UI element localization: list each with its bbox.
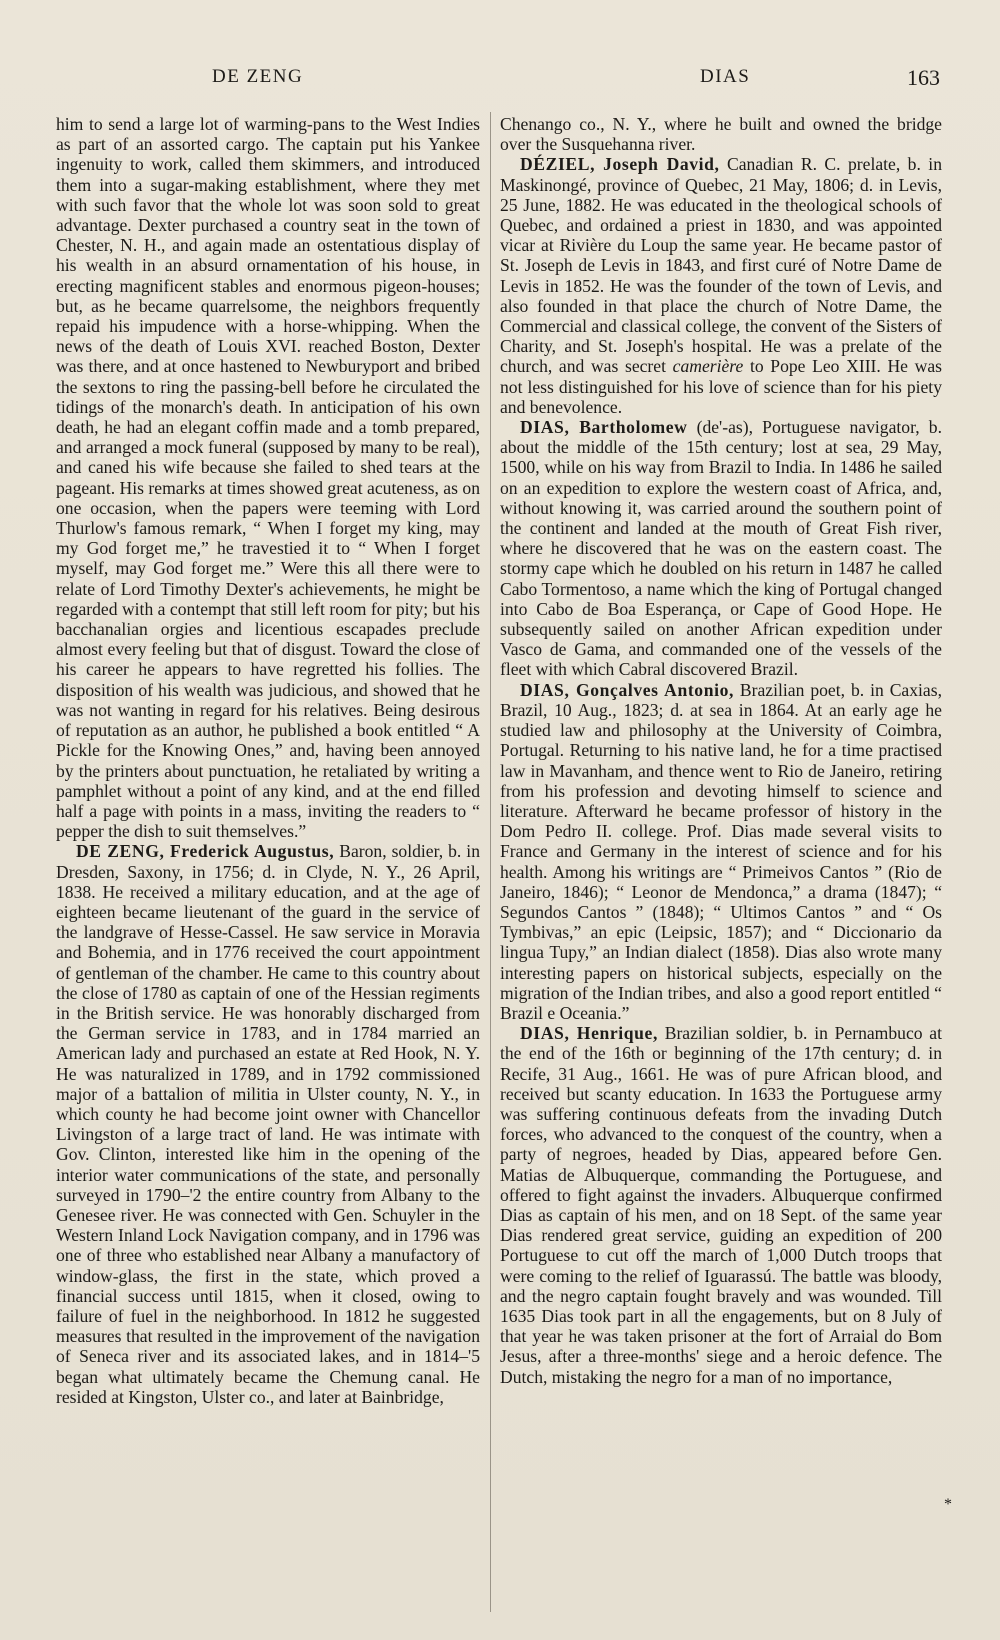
deziel-text-end: to Pope Leo XIII. He was not less distinguished for his love of science than for his piety and benevolence. bbox=[500, 356, 942, 417]
deziel-text: Canadian R. C. prelate, b. in Maskinongé, province of Quebec, 21 May, 1806; d. in Levis, 25 June, 1882. He was educated in the theological schools of Quebec, and ordained a priest in 1830, and was appointed vicar at Rivière du Loup the same year. He became pastor of St. Joseph de Levis in 1843, and first curé of Notre Dame de Levis in 1852. He was the founder of the town of Levis, and also founded in that place the church of Notre Dame, the Commercial and classical college, the convent of the Sisters of Charity, and St. Joseph's hospital. He was a prelate of the church, and was secret bbox=[500, 154, 942, 377]
running-head-right: DIAS bbox=[700, 66, 751, 87]
goncalves-dias-text: Brazilian poet, b. in Caxias, Brazil, 10 Aug., 1823; d. at sea in 1864. At an early age he studied law and philosophy at the University of Coimbra, Portugal. Returning to his native land, he for a time practised law in Mavanham, and thence went to Rio de Janeiro, retiring from his profession and devoting himself to science and literature. Afterward he became professor of history in the Dom Pedro II. college. Prof. Dias made several visits to France and Germany in the interest of science and for his health. Among his writings are “ Primeivos Cantos ” (Rio de Janeiro, 1846); “ Leonor de Mendonca,” a drama (1847); “ Segundos Cantos ” (1848); “ Ultimos Cantos ” and “ Os Tymbivas,” an epic (Leipsic, 1857); and “ Diccionario da lingua Tupy,” an Indian dialect (1858). Dias also wrote many interesting papers on historical subjects, especially on the migration of the Indian tribes, and also a good report entitled “ Brazil e Oceania.” bbox=[500, 679, 942, 1023]
dezeng-headword: DE ZENG, Frederick Augustus, bbox=[76, 841, 335, 862]
goncalves-dias-entry bbox=[500, 680, 942, 1023]
margin-asterisk: * bbox=[944, 1496, 952, 1513]
column-divider bbox=[490, 112, 491, 1612]
deziel-headword: DÉZIEL, Joseph David, bbox=[520, 154, 720, 175]
goncalves-dias-headword: DIAS, Gonçalves Antonio, bbox=[520, 679, 734, 700]
henrique-dias-entry bbox=[500, 1023, 942, 1387]
running-head bbox=[0, 60, 1000, 90]
page-number: 163 bbox=[907, 65, 940, 90]
running-head-left: DE ZENG bbox=[212, 66, 304, 87]
dexter-entry-continued: him to send a large lot of warming-pans to the West Indies as part of an assorted cargo. The captain put his Yankee ingenuity to work, called them skimmers, and introduced them into a sugar-making establishment, where they met with such favor that the whole lot was soon sold to great advantage. Dexter purchased a country seat in the town of Chester, N. H., and again made an ostentatious display of his wealth in an absurd ornamentation of his house, in erecting magnificent stables and enormous pigeon-houses; but, as he became quarrelsome, the neighbors frequently repaid his impudence with a horse-whipping. When the news of the death of Louis XVI. reached Boston, Dexter was there, and at once hastened to Newburyport and bribed the sextons to ring the passing-bell before he circulated the tidings of the monarch's death. In anticipation of his own death, he had an elegant coffin made and a tomb prepared, and arranged a mock funeral (supposed by many to be real), and caned his wife because she failed to shed tears at the pageant. His remarks at times showed great acuteness, as on one occasion, when the papers were teeming with Lord Thurlow's famous remark, “ When I forget my king, may my God forget me,” he travestied it to “ When I forget myself, may God forget me.” Were this all there were to relate of Lord Timothy Dexter's achievements, he might be regarded with a contempt that still left room for pity; but his bacchanalian orgies and licentious escapades preclude almost every feeling but that of disgust. Toward the close of his career he appears to have regretted his follies. The disposition of his wealth was judicious, and showed that he was not wanting in regard for his relatives. Being desirous of reputation as an author, he published a book entitled “ A Pickle for the Knowing Ones,” and, having been annoyed by the printers about punctuation, he retaliated by writing a pamphlet without a point of any kind, and at the end filled half a page with points in a mass, inviting the readers to “ pepper the dish to suit themselves.” bbox=[56, 114, 480, 842]
henrique-dias-headword: DIAS, Henrique, bbox=[520, 1023, 658, 1044]
deziel-entry bbox=[500, 154, 942, 417]
left-column bbox=[56, 114, 480, 1629]
bartholomew-dias-entry bbox=[500, 417, 942, 680]
right-column bbox=[500, 114, 942, 1629]
bartholomew-dias-text: (de'-as), Portuguese navigator, b. about the middle of the 15th century; lost at sea, 29 May, 1500, while on his way from Brazil to India. In 1486 he sailed on an expedition to explore the western coast of Africa, and, without knowing it, was carried around the southern point of the continent and landed at the mouth of Great Fish river, where he discovered that he was on the eastern coast. The stormy cape which he doubled on his return in 1487 he called Cabo Tormentoso, a name which the king of Portugal changed into Cabo de Boa Esperança, or Cape of Good Hope. He subsequently sailed on another African expedition under Vasco de Gama, and commanded one of the vessels of the fleet with which Cabral discovered Brazil. bbox=[500, 417, 942, 680]
deziel-italic-term: camerière bbox=[672, 356, 744, 377]
dezeng-entry-continued: Chenango co., N. Y., where he built and owned the bridge over the Susquehanna river. bbox=[500, 114, 942, 155]
dezeng-entry bbox=[56, 841, 480, 1407]
henrique-dias-text: Brazilian soldier, b. in Pernambuco at the end of the 16th or beginning of the 17th century; d. in Recife, 31 Aug., 1661. He was of pure African blood, and received but scanty education. In 1633 the Portuguese army was suffering continuous defeats from the invading Dutch forces, who advanced to the conquest of the country, when a party of negroes, headed by Dias, appeared before Gen. Matias de Albuquerque, commanding the Portuguese, and offered to fight against the invaders. Albuquerque confirmed Dias as captain of his men, and on 18 Sept. of the same year Dias rendered great service, guiding an expedition of 200 Portuguese to cut off the march of 1,000 Dutch troops that were coming to the relief of Iguarassú. The battle was bloody, and the negro captain fought bravely and was wounded. Till 1635 Dias took part in all the engagements, but on 8 July of that year he was taken prisoner at the fort of Arraial do Bom Jesus, after a three-months' siege and a heroic defence. The Dutch, mistaking the negro for a man of no importance, bbox=[500, 1023, 942, 1387]
bartholomew-dias-headword: DIAS, Bartholomew bbox=[520, 417, 688, 438]
dezeng-text: Baron, soldier, b. in Dresden, Saxony, in 1756; d. in Clyde, N. Y., 26 April, 1838. He received a military education, and at the age of eighteen became lieutenant of the guard in the service of the landgrave of Hesse-Cassel. He saw service in Moravia and Bohemia, and in 1776 received the court appointment of gentleman of the chamber. He came to this country about the close of 1780 as captain of one of the Hessian regiments in the British service. He was honorably discharged from the German service in 1783, and in 1784 married an American lady and purchased an estate at Red Hook, N. Y. He was naturalized in 1789, and in 1792 commissioned major of a battalion of militia in Ulster county, N. Y., in which county he had become joint owner with Chancellor Livingston of a large tract of land. He was intimate with Gov. Clinton, interested like him in the opening of the interior water communications of the state, and personally surveyed in 1790–'2 the entire country from Albany to the Genesee river. He was connected with Gen. Schuyler in the Western Inland Lock Navigation company, and in 1796 was one of three who established near Albany a manufactory of window-glass, the first in the state, which proved a financial success until 1815, when it closed, owing to failure of fuel in the neighborhood. In 1812 he suggested measures that resulted in the improvement of the navigation of Seneca river and its associated lakes, and in 1814–'5 began what ultimately became the Chemung canal. He resided at Kingston, Ulster co., and later at Bainbridge, bbox=[56, 841, 480, 1407]
